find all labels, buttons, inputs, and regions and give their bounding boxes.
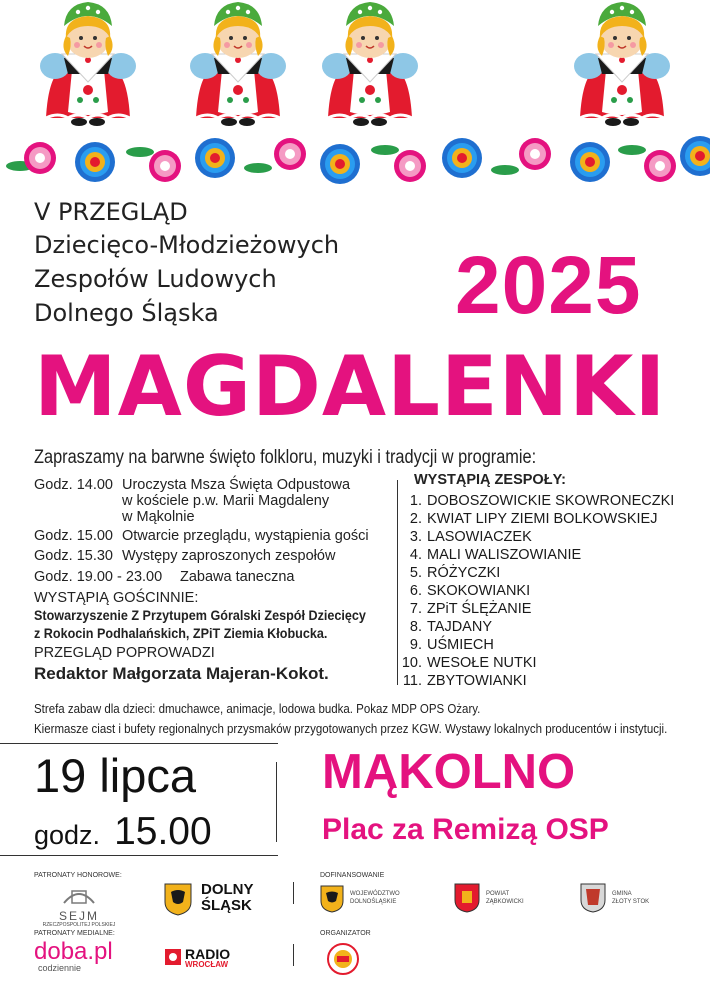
extra-line-1: Strefa zabaw dla dzieci: dmuchawce, animacje, lodowa budka. Pokaz MDP OPS Ożary. (34, 702, 481, 716)
program-desc-1c: w Mąkolnie (122, 509, 195, 525)
hour-label: godz. (34, 820, 101, 850)
radio-icon (165, 949, 181, 965)
program-time-3: Godz. 15.30 (34, 548, 113, 564)
divider-top (0, 743, 278, 744)
title-line-3: Zespołów Ludowych (34, 265, 277, 293)
host-name: Małgorzata Majeran-Kokot. (112, 664, 329, 683)
guests-line-1: Stowarzyszenie Z Przytupem Góralski Zespół Dziecięcy (34, 607, 366, 623)
host-title: PRZEGLĄD POPROWADZI (34, 645, 215, 661)
event-year: 2025 (455, 240, 642, 331)
radio-wroclaw-logo: RADIO WROCŁAW (165, 945, 275, 971)
event-place: MĄKOLNO (322, 745, 576, 799)
program-desc-4: Zabawa taneczna (180, 569, 295, 585)
sejm-emblem-icon (34, 883, 124, 905)
county-shield-icon (454, 883, 480, 913)
intro-text: Zapraszamy na barwne święto folkloru, muzyki i tradycji w programie: (34, 447, 537, 468)
footer-divider-2 (293, 944, 294, 966)
title-line-1: V PRZEGLĄD (34, 198, 188, 226)
when-where-divider (276, 762, 277, 842)
event-date: 19 lipca (34, 749, 196, 802)
folk-flowers-border (0, 128, 710, 190)
extra-line-2: Kiermasze ciast i bufety regionalnych przysmaków przygotowanych przez KGW. Wystawy lokalnych producentów i instytucji. (34, 722, 668, 736)
wojewodztwo-logo: WOJEWÓDZTWO DOLNOŚLĄSKIE (320, 883, 430, 919)
organizer-label: ORGANIZATOR (320, 930, 371, 937)
host-line (34, 665, 329, 682)
media-label: PATRONATY MEDIALNE: (34, 930, 115, 937)
teams-divider (397, 480, 398, 685)
title-line-4: Dolnego Śląska (34, 299, 219, 327)
gmina-logo: GMINA ZŁOTY STOK (580, 883, 680, 919)
region-shield-icon (320, 885, 344, 913)
doba-logo: doba.pl codziennie (34, 938, 113, 973)
folk-dolls-illustration (0, 0, 710, 130)
event-hour (34, 812, 212, 851)
event-spot: Plac za Remizą OSP (322, 813, 609, 846)
guests-title: WYSTĄPIĄ GOŚCINNIE: (34, 590, 199, 606)
honorary-label: PATRONATY HONOROWE: (34, 872, 122, 879)
municipality-shield-icon (580, 883, 606, 913)
program-desc-3: Występy zaproszonych zespołów (122, 548, 336, 564)
host-prefix: Redaktor (34, 664, 108, 683)
sejm-logo: SEJM RZECZPOSPOLITEJ POLSKIEJ (34, 883, 124, 923)
footer-divider-1 (293, 882, 294, 904)
dolny-slask-logo: DOLNY ŚLĄSK (163, 880, 263, 924)
powiat-logo: POWIAT ZĄBKOWICKI (454, 883, 554, 919)
divider-bottom (0, 855, 278, 856)
program-desc-2: Otwarcie przeglądu, wystąpienia gości (122, 528, 369, 544)
organizer-logo (324, 942, 362, 976)
teams-title: WYSTĄPIĄ ZESPOŁY: (414, 472, 566, 488)
program-time-1: Godz. 14.00 (34, 477, 113, 493)
program-desc-1b: w kościele p.w. Marii Magdaleny (122, 493, 330, 509)
program-desc-1: Uroczysta Msza Święta Odpustowa (122, 477, 351, 493)
event-name: MAGDALENKI (34, 338, 667, 435)
program-time-2: Godz. 15.00 (34, 528, 113, 544)
hour-value: 15.00 (114, 810, 212, 853)
title-line-2: Dziecięco-Młodzieżowych (34, 231, 340, 259)
program-time-4: Godz. 19.00 - 23.00 (34, 569, 163, 585)
guests-line-2: z Rokocin Podhalańskich, ZPiT Ziemia Kłobucka. (34, 625, 328, 641)
eagle-shield-icon (163, 882, 193, 916)
cofinancing-label: DOFINANSOWANIE (320, 872, 385, 879)
